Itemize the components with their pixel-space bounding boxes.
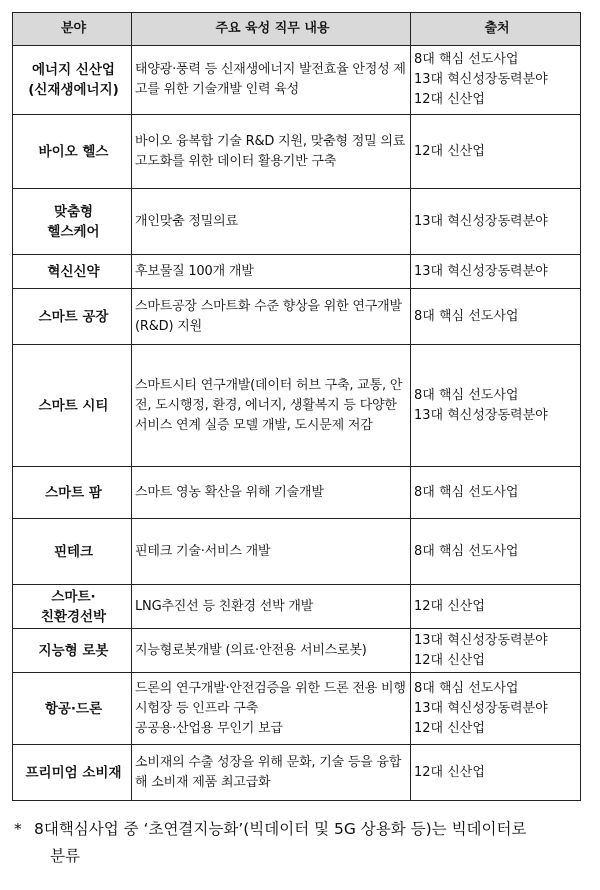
description-cell <box>132 745 411 801</box>
field-cell <box>13 673 132 745</box>
table-row <box>13 585 581 629</box>
source-item: 13대 혁신성장동력분야 <box>414 263 548 279</box>
field-cell <box>13 467 132 519</box>
source-item: 12대 신산업 <box>414 92 485 107</box>
field-label: 핀테크 <box>53 543 94 560</box>
industry-table <box>12 12 581 801</box>
description-cell <box>132 46 411 115</box>
field-label: 헬스케어 <box>47 223 100 240</box>
table-row <box>13 745 581 801</box>
field-cell <box>13 585 132 629</box>
table-row <box>13 289 581 345</box>
footnote-text-line2: 분류 <box>50 847 80 865</box>
field-cell <box>13 629 132 673</box>
description-text: 핀테크 기술·서비스 개발 <box>135 543 271 559</box>
description-text: 지능형로봇개발 (의료·안전용 서비스로봇) <box>135 642 367 658</box>
field-label: 친환경선박 <box>40 608 107 625</box>
source-item: 8대 핵심 선도사업 <box>414 52 519 67</box>
source-item: 13대 혁신성장동력분야 <box>414 213 548 229</box>
source-cell <box>411 255 581 289</box>
field-cell <box>13 345 132 467</box>
description-cell <box>132 189 411 255</box>
description-text: LNG추진선 등 친환경 선박 개발 <box>135 598 314 614</box>
field-cell <box>13 519 132 585</box>
source-item: 8대 핵심 선도사업 <box>414 387 519 403</box>
description-text: 드론의 연구개발·안전검증을 위한 드론 전용 비행시험장 등 인프라 구축 공공용·산업용 무인기 보급 <box>135 680 406 736</box>
table-row <box>13 46 581 115</box>
description-cell <box>132 467 411 519</box>
source-item: 13대 혁신성장동력분야 <box>414 632 548 648</box>
table-row <box>13 189 581 255</box>
field-label: 스마트· <box>51 588 96 605</box>
table-row <box>13 519 581 585</box>
source-item: 8대 핵심 선도사업 <box>414 543 519 559</box>
description-cell <box>132 673 411 745</box>
description-cell <box>132 115 411 189</box>
field-cell <box>13 115 132 189</box>
header-description: 주요 육성 직무 내용 <box>132 13 411 46</box>
description-cell <box>132 255 411 289</box>
source-item: 12대 신산업 <box>414 764 485 780</box>
description-text: 스마트시티 연구개발(데이터 허브 구축, 교통, 안전, 도시행정, 환경, 에너지, 생활복지 등 다양한 서비스 연계 실증 모델 개발, 도시문제 저감 <box>135 377 403 433</box>
table-row <box>13 673 581 745</box>
table-row <box>13 467 581 519</box>
description-cell <box>132 345 411 467</box>
source-item: 8대 핵심 선도사업 <box>414 680 519 696</box>
source-item: 12대 신산업 <box>414 143 485 159</box>
footnote-mark: * <box>14 820 22 838</box>
source-cell <box>411 519 581 585</box>
description-text: 스마트 영농 확산을 위해 기술개발 <box>135 484 324 500</box>
field-label: 바이오 헬스 <box>38 143 109 160</box>
field-cell <box>13 289 132 345</box>
field-cell <box>13 189 132 255</box>
source-cell <box>411 115 581 189</box>
source-cell <box>411 345 581 467</box>
source-item: 12대 신산업 <box>414 720 485 736</box>
source-item: 8대 핵심 선도사업 <box>414 308 519 324</box>
description-text: 바이오 융복합 기술 R&D 지원, 맞춤형 정밀 의료 고도화를 위한 데이터 활용기반 구축 <box>135 133 406 169</box>
description-cell <box>132 585 411 629</box>
field-label: 맞춤형 <box>53 203 94 220</box>
table-row <box>13 115 581 189</box>
source-cell <box>411 673 581 745</box>
description-cell <box>132 629 411 673</box>
footnote-text-line1: 8대핵심사업 중 ‘초연결지능화’(빅데이터 및 5G 상용화 등)는 빅데이터로 <box>34 820 527 838</box>
description-text: 태양광·풍력 등 신재생에너지 발전효율 안정성 제고를 위한 기술개발 인력 육성 <box>135 62 406 97</box>
field-label: 혁신신약 <box>47 263 100 280</box>
field-cell <box>13 255 132 289</box>
source-cell <box>411 189 581 255</box>
field-label: 스마트 시티 <box>38 397 109 414</box>
header-source: 출처 <box>411 13 581 46</box>
source-item: 8대 핵심 선도사업 <box>414 484 519 500</box>
source-item: 13대 혁신성장동력분야 <box>414 700 548 716</box>
header-field: 분야 <box>13 13 132 46</box>
source-cell <box>411 289 581 345</box>
source-item: 13대 혁신성장동력분야 <box>414 407 548 423</box>
field-label: 항공·드론 <box>44 700 103 717</box>
description-text: 개인맞춤 정밀의료 <box>135 213 238 229</box>
source-cell <box>411 467 581 519</box>
footnote <box>14 816 594 870</box>
field-cell <box>13 745 132 801</box>
field-label: 에너지 신산업 <box>32 62 115 78</box>
field-label: 지능형 로봇 <box>38 642 109 659</box>
field-cell <box>13 46 132 115</box>
description-text: 스마트공장 스마트화 수준 향상을 위한 연구개발(R&D) 지원 <box>135 298 402 334</box>
field-label: 스마트 공장 <box>38 308 109 325</box>
table-header-row <box>13 13 581 46</box>
field-label: 스마트 팜 <box>45 484 102 501</box>
description-cell <box>132 519 411 585</box>
source-cell <box>411 745 581 801</box>
source-item: 13대 혁신성장동력분야 <box>414 72 548 87</box>
table-row <box>13 629 581 673</box>
field-label: (신재생에너지) <box>28 82 119 98</box>
description-text: 후보물질 100개 개발 <box>135 263 254 279</box>
source-cell <box>411 585 581 629</box>
source-item: 12대 신산업 <box>414 598 485 614</box>
description-text: 소비재의 수출 성장을 위해 문화, 기술 등을 융합해 소비재 제품 최고급화 <box>135 754 402 790</box>
source-cell <box>411 46 581 115</box>
source-item: 12대 신산업 <box>414 652 485 668</box>
field-label: 프리미엄 소비재 <box>25 764 122 781</box>
source-cell <box>411 629 581 673</box>
table-row <box>13 345 581 467</box>
table-row <box>13 255 581 289</box>
description-cell <box>132 289 411 345</box>
